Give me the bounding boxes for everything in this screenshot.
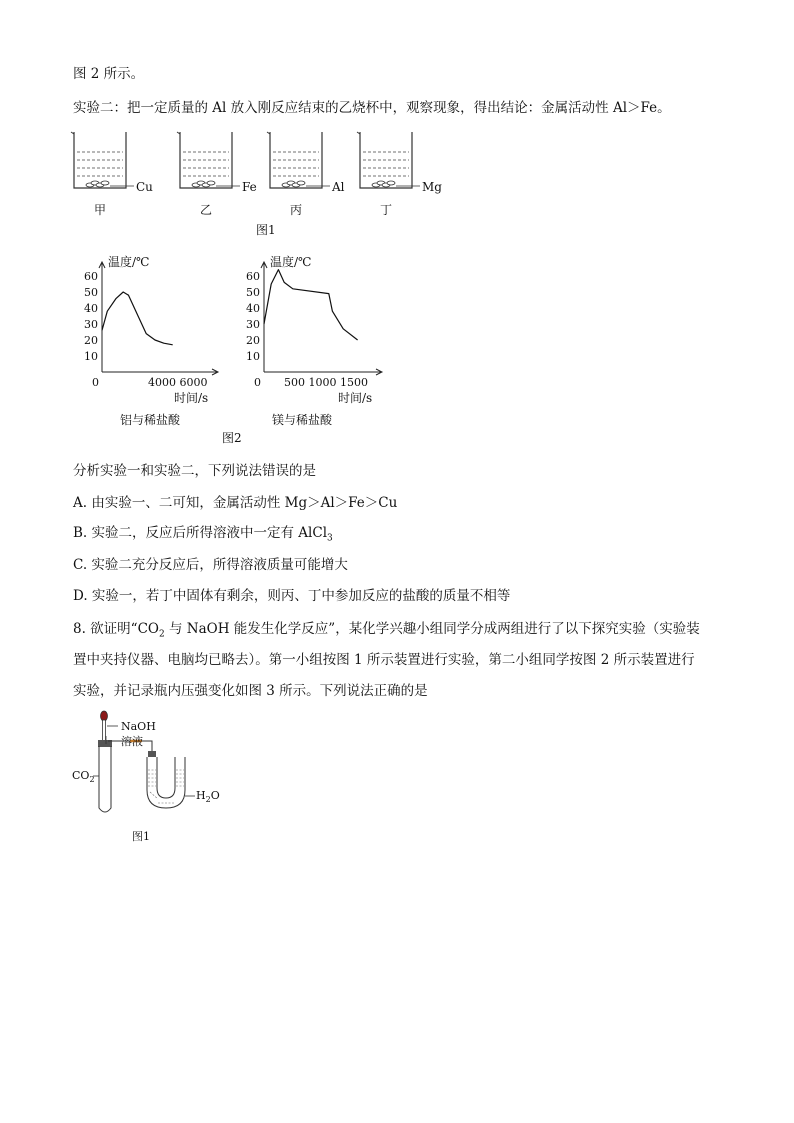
option-b-subscript: 3 [327,533,333,544]
figure-beakers [60,126,460,241]
option-b-text: B. 实验二，反应后所得溶液中一定有 AlCl [73,525,328,541]
y-tick-label: 20 [84,334,98,347]
option-d: D. 实验一，若丁中固体有剩余，则丙、丁中参加反应的盐酸的质量不相等 [73,588,511,604]
metal-piece [207,181,215,185]
beaker [71,132,153,217]
solution-label: 溶液 [121,735,143,748]
beaker-label: 丙 [290,203,303,217]
test-tube [99,746,111,812]
naoh-label: NaOH [121,720,156,733]
y-tick-label: 40 [246,302,260,315]
metal-piece [101,181,109,185]
figure-temperature-charts [60,248,400,448]
metal-label: Mg [422,180,442,194]
figure-caption: 图1 [132,830,150,843]
chart [246,254,382,427]
question-8-line-1 [73,619,700,645]
x-axis-label: 时间/s [174,391,209,405]
q8-text-a: 8. 欲证明“CO [73,621,159,637]
y-tick-label: 10 [246,350,260,363]
chart-title: 铝与稀盐酸 [120,413,181,427]
figure-caption: 图1 [256,223,276,237]
metal-label: Fe [242,180,257,194]
x-tick-label: 500 1000 1500 [284,376,368,389]
beaker [177,132,257,217]
co2-label: $CO_2$ [72,769,95,784]
x-tick-label: 4000 6000 [148,376,208,389]
text-line: 实验二：把一定质量的 Al 放入刚反应结束的乙烧杯中，观察现象，得出结论：金属活动性 Al＞Fe。 [73,100,671,116]
y-tick-label: 10 [84,350,98,363]
beaker-label: 乙 [200,203,213,217]
metal-piece [297,181,305,185]
question-8-line-2: 置中夹持仪器、电脑均已略去）。第一小组按图 1 所示装置进行实验，第二小组同学按图 2 所示装置进行 [73,652,695,668]
beaker [267,132,345,217]
chart [84,254,218,427]
option-a: A. 由实验一、二可知，金属活动性 Mg＞Al＞Fe＞Cu [73,495,398,511]
x-tick-label: 0 [92,376,99,389]
question-8-line-3: 实验，并记录瓶内压强变化如图 3 所示。下列说法正确的是 [73,683,428,699]
chart-title: 镁与稀盐酸 [272,413,333,427]
y-tick-label: 40 [84,302,98,315]
option-b [73,523,333,549]
x-axis-label: 时间/s [338,391,373,405]
dropper-bulb [101,711,108,721]
q8-subscript: 2 [158,629,165,640]
y-axis-label: 温度/℃ [108,255,150,269]
x-tick-label: 0 [254,376,261,389]
u-tube [147,757,185,808]
question-stem: 分析实验一和实验二，下列说法错误的是 [73,463,316,479]
series-line [264,270,358,340]
y-axis-label: 温度/℃ [270,255,312,269]
text-line: 图 2 所示。 [73,66,145,82]
q8-text-b: 与 NaOH 能发生化学反应”，某化学兴趣小组同学分成两组进行了以下探究实验（实验装 [164,621,700,637]
option-c: C. 实验二充分反应后，所得溶液质量可能增大 [73,557,348,573]
y-tick-label: 50 [246,286,260,299]
h2o-label: $H_2O$ [196,789,220,804]
y-tick-label: 30 [246,318,260,331]
y-tick-label: 60 [246,270,260,283]
y-tick-label: 50 [84,286,98,299]
figure-caption: 图2 [222,431,242,445]
y-tick-label: 20 [246,334,260,347]
beaker-label: 丁 [380,203,393,217]
beaker-label: 甲 [94,203,107,217]
metal-piece [387,181,395,185]
dropper-stem [103,720,106,742]
figure-apparatus [68,708,238,848]
y-tick-label: 60 [84,270,98,283]
metal-label: Cu [136,180,153,194]
y-tick-label: 30 [84,318,98,331]
series-line [102,292,173,345]
metal-label: Al [332,180,345,194]
beaker [357,132,442,217]
